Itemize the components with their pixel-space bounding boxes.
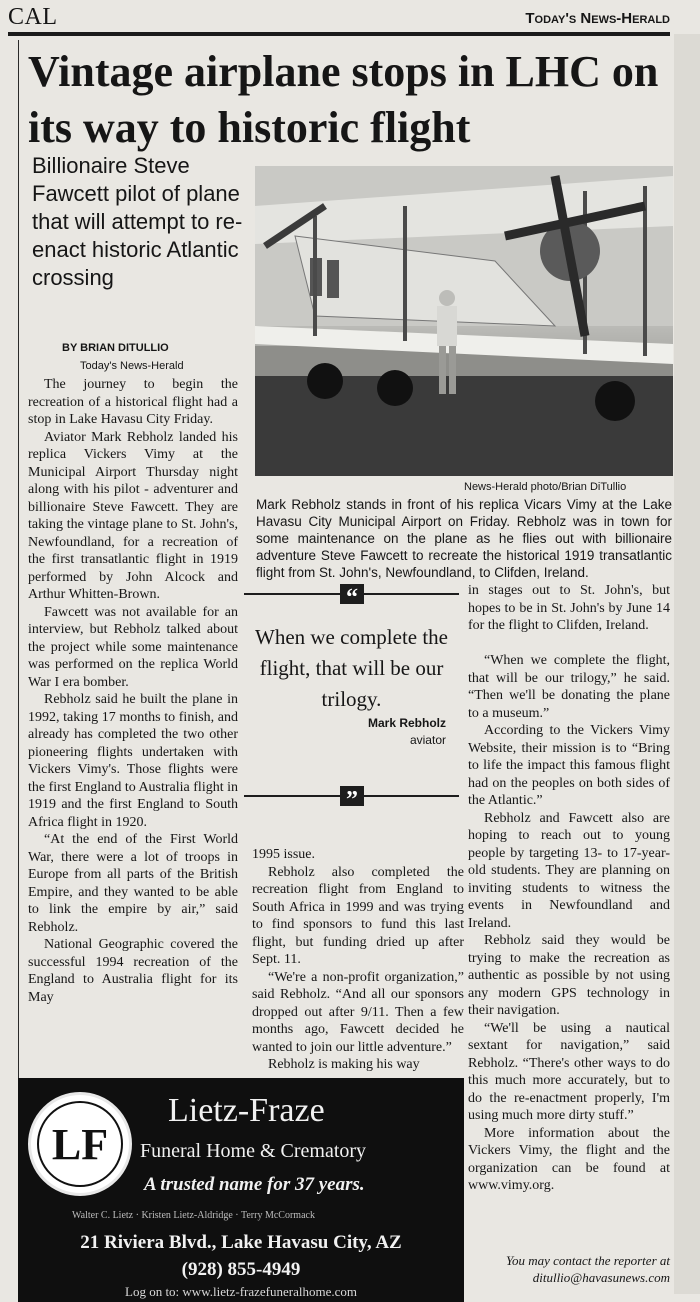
- lf-logo-icon: [28, 1092, 132, 1196]
- pullquote-text: When we complete the flight, that will be our trilogy.: [255, 625, 448, 711]
- article-column-3-top: [468, 582, 670, 635]
- paragraph: 1995 issue.: [252, 847, 315, 862]
- paragraph: The journey to begin the recreation of a historical flight had a stop in Lake Havasu City Friday.: [28, 377, 238, 427]
- ad-business-name: Lietz-Fraze: [168, 1092, 325, 1129]
- paragraph: “When we complete the flight, that will be our trilogy,” he said. “Then we'll be donating the plane to a museum.”: [468, 653, 670, 721]
- paragraph: “At the end of the First World War, there were a lot of troops in Europe from all parts of the British Empire, and they wanted to be able to link the empire by air,” said Rebholz.: [28, 832, 238, 935]
- close-quote-icon: ”: [340, 786, 364, 806]
- open-quote-icon: “: [340, 584, 364, 604]
- paragraph: Rebholz said he built the plane in 1992, taking 17 months to finish, and already has completed the two other pioneering flights undertaken with Vickers Vimy's. Those flights were the first England to Australia flight in 1919 and the first England to South Africa flight in 1920.: [28, 692, 238, 830]
- biplane-illustration: [255, 166, 673, 476]
- ad-website: Log on to: www.lietz-frazefuneralhome.com: [125, 1284, 357, 1299]
- paragraph: National Geographic covered the successful 1994 recreation of the England to Australia flight for its May: [28, 937, 238, 1005]
- logo-letters: LF: [51, 1120, 109, 1169]
- adjacent-page-bleed: [674, 34, 700, 1294]
- paragraph: More information about the Vickers Vimy, the flight and the organization can be found at www.vimy.org.: [468, 1125, 670, 1193]
- paragraph: Aviator Mark Rebholz landed his replica Vickers Vimy at the Municipal Airport Thursday night along with his pilot - adventurer and billionaire Steve Fawcett. They are taking the vintage plane to St. John's, Newfoundland, for a recreation of the first transatlantic flight in 1919 performed by John Alcock and Arthur Whitten-Brown.: [28, 429, 238, 602]
- section-label: CAL: [8, 4, 58, 30]
- article-column-3: [468, 652, 670, 1195]
- paragraph: in stages out to St. John's, but hopes to be in St. John's by June 14 for the flight to Clifden, Ireland.: [468, 583, 670, 633]
- ad-address: 21 Riviera Blvd., Lake Havasu City, AZ: [80, 1232, 402, 1253]
- subheadline: Billionaire Steve Fawcett pilot of plane that will attempt to re-enact historic Atlantic crossing: [32, 153, 243, 290]
- byline-author: BY BRIAN DITULLIO: [62, 342, 169, 354]
- ad-tagline: A trusted name for 37 years.: [144, 1174, 365, 1195]
- pullquote-role: aviator: [409, 733, 446, 747]
- headline: Vintage airplane stops in LHC on its way to historic flight: [28, 47, 659, 152]
- reporter-contact: You may contact the reporter at ditullio@havasunews.com: [505, 1253, 670, 1285]
- photo-credit: News-Herald photo/Brian DiTullio: [464, 481, 627, 493]
- paragraph: “We're a non-profit organization,” said Rebholz. “And all our sponsors dropped out after 9/11. Then a few months ago, Fawcett decided he wanted to join our little adventure.”: [252, 969, 464, 1055]
- funeral-home-advertisement: [18, 1078, 464, 1302]
- photo-caption: Mark Rebholz stands in front of his replica Vicars Vimy at the Lake Havasu City Municipal Airport on Friday. Rebholz was in town for some maintenance on the plane as he flies out with billionaire adventure Steve Fawcett to recreate the historical 1919 transatlantic flight from St. John's, Newfoundland, to Clifden, Ireland.: [256, 497, 672, 580]
- paragraph: “We'll be using a nautical sextant for navigation,” said Rebholz. “There's other ways to do this much more accurately, but to do the re-enactment properly, I'm using much more dirty stuff.”: [468, 1020, 670, 1123]
- article-column-1: [28, 376, 238, 1006]
- airplane-photo: [255, 166, 673, 476]
- header-rule: [8, 32, 670, 36]
- ad-staff-names: Walter C. Lietz · Kristen Lietz-Aldridge · Terry McCormack: [72, 1210, 315, 1221]
- ad-subtitle: Funeral Home & Crematory: [140, 1140, 367, 1162]
- newspaper-name: Today's News-Herald: [525, 10, 670, 27]
- byline-paper: Today's News-Herald: [80, 360, 184, 372]
- paragraph: Rebholz said they would be trying to make the recreation as authentic as possible by not using any modern GPS technology in their navigation.: [468, 933, 670, 1018]
- ad-phone: (928) 855-4949: [181, 1259, 301, 1280]
- article-column-2: [252, 846, 464, 1074]
- paragraph: Rebholz is making his way: [268, 1057, 420, 1072]
- paragraph: Rebholz and Fawcett also are hoping to reach out to young people by targeting 13- to 17-year-old students. They are planning on inviting students to witness the events in Newfoundland and Ireland.: [468, 810, 670, 931]
- pullquote-name: Mark Rebholz: [367, 716, 446, 730]
- paragraph: Rebholz also completed the recreation flight from England to South Africa in 1999 and was trying to find sponsors to fund this last flight, but funding dried up after Sept. 11.: [252, 864, 464, 967]
- paragraph: Fawcett was not available for an interview, but Rebholz talked about the project while some maintenance was performed on the replica World War I era bomber.: [28, 604, 238, 690]
- paragraph: According to the Vickers Vimy Website, their mission is to “Bring to life the impact this famous flight had on the peoples on both sides of the Atlantic.”: [468, 723, 670, 808]
